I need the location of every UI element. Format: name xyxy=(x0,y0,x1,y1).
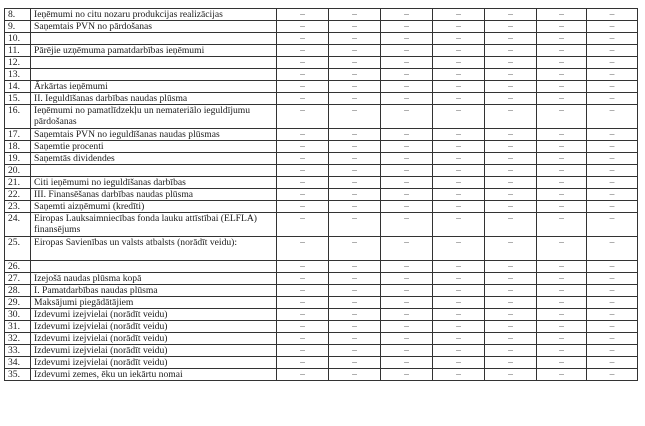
row-label: Maksājumi piegādātājiem xyxy=(31,297,277,309)
value-cell: – xyxy=(277,9,329,21)
value-cell: – xyxy=(277,165,329,177)
value-cell: – xyxy=(537,105,587,129)
value-cell: – xyxy=(433,237,485,261)
row-label xyxy=(31,57,277,69)
value-cell: – xyxy=(587,81,638,93)
value-cell: – xyxy=(587,333,638,345)
value-cell: – xyxy=(329,369,381,381)
value-cell: – xyxy=(277,45,329,57)
value-cell: – xyxy=(433,45,485,57)
row-number: 25. xyxy=(5,237,31,261)
value-cell: – xyxy=(329,45,381,57)
value-cell: – xyxy=(537,165,587,177)
table-row xyxy=(5,177,638,189)
value-cell: – xyxy=(485,189,537,201)
row-label xyxy=(31,33,277,45)
value-cell: – xyxy=(381,57,433,69)
row-number: 32. xyxy=(5,333,31,345)
value-cell: – xyxy=(381,21,433,33)
value-cell: – xyxy=(381,237,433,261)
value-cell: – xyxy=(587,21,638,33)
value-cell: – xyxy=(329,333,381,345)
value-cell: – xyxy=(587,321,638,333)
value-cell: – xyxy=(381,141,433,153)
value-cell: – xyxy=(485,129,537,141)
row-number: 30. xyxy=(5,309,31,321)
row-label: Eiropas Savienības un valsts atbalsts (norādīt veidu): xyxy=(31,237,277,261)
value-cell: – xyxy=(329,153,381,165)
value-cell: – xyxy=(485,201,537,213)
value-cell: – xyxy=(277,141,329,153)
value-cell: – xyxy=(329,309,381,321)
value-cell: – xyxy=(433,285,485,297)
value-cell: – xyxy=(587,273,638,285)
row-label: Ieņēmumi no pamatlīdzekļu un nemateriālo ieguldījumu pārdošanas xyxy=(31,105,277,129)
value-cell: – xyxy=(433,105,485,129)
value-cell: – xyxy=(329,273,381,285)
value-cell: – xyxy=(537,309,587,321)
row-label: Ārkārtas ieņēmumi xyxy=(31,81,277,93)
value-cell: – xyxy=(433,81,485,93)
value-cell: – xyxy=(537,261,587,273)
value-cell: – xyxy=(329,21,381,33)
value-cell: – xyxy=(277,21,329,33)
value-cell: – xyxy=(433,297,485,309)
row-label: Citi ieņēmumi no ieguldīšanas darbības xyxy=(31,177,277,189)
value-cell: – xyxy=(381,309,433,321)
value-cell: – xyxy=(433,129,485,141)
row-number: 33. xyxy=(5,345,31,357)
cash-flow-table xyxy=(4,8,638,381)
value-cell: – xyxy=(433,201,485,213)
value-cell: – xyxy=(537,333,587,345)
value-cell: – xyxy=(433,309,485,321)
value-cell: – xyxy=(329,201,381,213)
value-cell: – xyxy=(433,93,485,105)
value-cell: – xyxy=(381,213,433,237)
value-cell: – xyxy=(537,177,587,189)
value-cell: – xyxy=(329,33,381,45)
document-page xyxy=(4,8,638,381)
table-row xyxy=(5,93,638,105)
value-cell: – xyxy=(277,201,329,213)
value-cell: – xyxy=(329,189,381,201)
value-cell: – xyxy=(329,141,381,153)
value-cell: – xyxy=(329,81,381,93)
value-cell: – xyxy=(329,285,381,297)
value-cell: – xyxy=(537,153,587,165)
value-cell: – xyxy=(485,309,537,321)
value-cell: – xyxy=(537,57,587,69)
row-number: 10. xyxy=(5,33,31,45)
table-row xyxy=(5,333,638,345)
row-label: Ieņēmumi no citu nozaru produkcijas realizācijas xyxy=(31,9,277,21)
value-cell: – xyxy=(277,57,329,69)
value-cell: – xyxy=(433,153,485,165)
value-cell: – xyxy=(381,261,433,273)
value-cell: – xyxy=(277,273,329,285)
value-cell: – xyxy=(485,177,537,189)
value-cell: – xyxy=(381,9,433,21)
value-cell: – xyxy=(485,69,537,81)
value-cell: – xyxy=(485,369,537,381)
value-cell: – xyxy=(537,357,587,369)
value-cell: – xyxy=(277,69,329,81)
table-row xyxy=(5,153,638,165)
value-cell: – xyxy=(329,57,381,69)
value-cell: – xyxy=(587,141,638,153)
table-row xyxy=(5,357,638,369)
value-cell: – xyxy=(433,357,485,369)
table-row xyxy=(5,9,638,21)
row-label: Izdevumi zemes, ēku un iekārtu nomai xyxy=(31,369,277,381)
value-cell: – xyxy=(381,45,433,57)
row-label: Saņemti aizņēmumi (kredīti) xyxy=(31,201,277,213)
value-cell: – xyxy=(537,9,587,21)
row-number: 17. xyxy=(5,129,31,141)
row-number: 34. xyxy=(5,357,31,369)
table-row xyxy=(5,285,638,297)
value-cell: – xyxy=(277,81,329,93)
row-number: 20. xyxy=(5,165,31,177)
value-cell: – xyxy=(537,129,587,141)
row-number: 18. xyxy=(5,141,31,153)
row-number: 21. xyxy=(5,177,31,189)
row-label: Izdevumi izejvielai (norādīt veidu) xyxy=(31,309,277,321)
row-label: Izdevumi izejvielai (norādīt veidu) xyxy=(31,345,277,357)
value-cell: – xyxy=(381,297,433,309)
value-cell: – xyxy=(381,333,433,345)
value-cell: – xyxy=(537,141,587,153)
table-row xyxy=(5,81,638,93)
value-cell: – xyxy=(587,57,638,69)
table-row xyxy=(5,309,638,321)
value-cell: – xyxy=(329,9,381,21)
value-cell: – xyxy=(485,333,537,345)
value-cell: – xyxy=(381,177,433,189)
table-row xyxy=(5,45,638,57)
value-cell: – xyxy=(485,261,537,273)
value-cell: – xyxy=(277,189,329,201)
row-number: 15. xyxy=(5,93,31,105)
row-label: Izdevumi izejvielai (norādīt veidu) xyxy=(31,357,277,369)
value-cell: – xyxy=(485,237,537,261)
value-cell: – xyxy=(587,297,638,309)
value-cell: – xyxy=(485,45,537,57)
value-cell: – xyxy=(277,93,329,105)
row-label: II. Ieguldīšanas darbības naudas plūsma xyxy=(31,93,277,105)
table-row xyxy=(5,69,638,81)
value-cell: – xyxy=(537,297,587,309)
value-cell: – xyxy=(433,69,485,81)
value-cell: – xyxy=(277,285,329,297)
value-cell: – xyxy=(485,165,537,177)
value-cell: – xyxy=(587,105,638,129)
row-label xyxy=(31,165,277,177)
value-cell: – xyxy=(433,189,485,201)
value-cell: – xyxy=(329,129,381,141)
table-row xyxy=(5,297,638,309)
row-label: Saņemtais PVN no ieguldīšanas naudas plūsmas xyxy=(31,129,277,141)
value-cell: – xyxy=(381,165,433,177)
value-cell: – xyxy=(277,333,329,345)
row-label xyxy=(31,261,277,273)
table-row xyxy=(5,369,638,381)
value-cell: – xyxy=(277,357,329,369)
value-cell: – xyxy=(329,93,381,105)
table-row xyxy=(5,273,638,285)
table-body xyxy=(5,9,638,381)
value-cell: – xyxy=(587,357,638,369)
value-cell: – xyxy=(537,45,587,57)
value-cell: – xyxy=(587,177,638,189)
value-cell: – xyxy=(433,273,485,285)
value-cell: – xyxy=(433,369,485,381)
row-number: 23. xyxy=(5,201,31,213)
value-cell: – xyxy=(433,213,485,237)
value-cell: – xyxy=(587,369,638,381)
row-number: 29. xyxy=(5,297,31,309)
value-cell: – xyxy=(485,273,537,285)
value-cell: – xyxy=(587,93,638,105)
row-number: 11. xyxy=(5,45,31,57)
value-cell: – xyxy=(329,213,381,237)
table-row xyxy=(5,189,638,201)
value-cell: – xyxy=(587,237,638,261)
value-cell: – xyxy=(587,309,638,321)
value-cell: – xyxy=(433,345,485,357)
row-label: Pārējie uzņēmuma pamatdarbības ieņēmumi xyxy=(31,45,277,57)
value-cell: – xyxy=(277,321,329,333)
value-cell: – xyxy=(433,57,485,69)
value-cell: – xyxy=(485,21,537,33)
value-cell: – xyxy=(587,201,638,213)
row-number: 22. xyxy=(5,189,31,201)
value-cell: – xyxy=(537,21,587,33)
row-number: 26. xyxy=(5,261,31,273)
table-row xyxy=(5,201,638,213)
value-cell: – xyxy=(277,213,329,237)
row-number: 16. xyxy=(5,105,31,129)
value-cell: – xyxy=(433,33,485,45)
value-cell: – xyxy=(381,345,433,357)
value-cell: – xyxy=(587,213,638,237)
value-cell: – xyxy=(485,81,537,93)
value-cell: – xyxy=(329,297,381,309)
value-cell: – xyxy=(277,309,329,321)
value-cell: – xyxy=(537,285,587,297)
value-cell: – xyxy=(587,129,638,141)
value-cell: – xyxy=(485,357,537,369)
value-cell: – xyxy=(277,129,329,141)
value-cell: – xyxy=(537,273,587,285)
value-cell: – xyxy=(485,33,537,45)
value-cell: – xyxy=(537,321,587,333)
value-cell: – xyxy=(329,261,381,273)
value-cell: – xyxy=(433,141,485,153)
value-cell: – xyxy=(381,201,433,213)
value-cell: – xyxy=(433,21,485,33)
table-row xyxy=(5,21,638,33)
value-cell: – xyxy=(587,45,638,57)
value-cell: – xyxy=(381,81,433,93)
value-cell: – xyxy=(277,33,329,45)
value-cell: – xyxy=(381,129,433,141)
value-cell: – xyxy=(329,177,381,189)
row-label: Izejošā naudas plūsma kopā xyxy=(31,273,277,285)
value-cell: – xyxy=(485,297,537,309)
value-cell: – xyxy=(587,261,638,273)
row-number: 12. xyxy=(5,57,31,69)
row-number: 35. xyxy=(5,369,31,381)
value-cell: – xyxy=(381,69,433,81)
row-label: Eiropas Lauksaimniecības fonda lauku attīstībai (ELFLA) finansējums xyxy=(31,213,277,237)
value-cell: – xyxy=(277,261,329,273)
value-cell: – xyxy=(277,237,329,261)
value-cell: – xyxy=(381,273,433,285)
value-cell: – xyxy=(587,69,638,81)
value-cell: – xyxy=(587,285,638,297)
value-cell: – xyxy=(329,237,381,261)
value-cell: – xyxy=(485,213,537,237)
value-cell: – xyxy=(381,153,433,165)
value-cell: – xyxy=(277,345,329,357)
value-cell: – xyxy=(485,285,537,297)
row-label: III. Finansēšanas darbības naudas plūsma xyxy=(31,189,277,201)
row-label: Saņemtās dividendes xyxy=(31,153,277,165)
row-label: I. Pamatdarbības naudas plūsma xyxy=(31,285,277,297)
value-cell: – xyxy=(277,369,329,381)
row-number: 28. xyxy=(5,285,31,297)
value-cell: – xyxy=(485,105,537,129)
value-cell: – xyxy=(587,165,638,177)
value-cell: – xyxy=(537,237,587,261)
value-cell: – xyxy=(329,69,381,81)
value-cell: – xyxy=(485,321,537,333)
value-cell: – xyxy=(433,333,485,345)
value-cell: – xyxy=(381,105,433,129)
value-cell: – xyxy=(381,285,433,297)
value-cell: – xyxy=(381,189,433,201)
value-cell: – xyxy=(277,177,329,189)
value-cell: – xyxy=(485,153,537,165)
table-row xyxy=(5,321,638,333)
value-cell: – xyxy=(537,81,587,93)
value-cell: – xyxy=(587,33,638,45)
value-cell: – xyxy=(587,345,638,357)
table-row xyxy=(5,165,638,177)
value-cell: – xyxy=(587,9,638,21)
value-cell: – xyxy=(277,297,329,309)
value-cell: – xyxy=(537,345,587,357)
row-label: Izdevumi izejvielai (norādīt veidu) xyxy=(31,333,277,345)
value-cell: – xyxy=(329,357,381,369)
value-cell: – xyxy=(485,9,537,21)
value-cell: – xyxy=(433,9,485,21)
value-cell: – xyxy=(485,93,537,105)
row-number: 13. xyxy=(5,69,31,81)
table-row xyxy=(5,57,638,69)
table-row xyxy=(5,237,638,261)
table-row xyxy=(5,213,638,237)
value-cell: – xyxy=(433,165,485,177)
value-cell: – xyxy=(433,261,485,273)
value-cell: – xyxy=(485,141,537,153)
value-cell: – xyxy=(329,345,381,357)
value-cell: – xyxy=(381,321,433,333)
row-number: 19. xyxy=(5,153,31,165)
row-number: 27. xyxy=(5,273,31,285)
value-cell: – xyxy=(329,321,381,333)
value-cell: – xyxy=(485,57,537,69)
value-cell: – xyxy=(485,345,537,357)
table-row xyxy=(5,33,638,45)
value-cell: – xyxy=(381,93,433,105)
value-cell: – xyxy=(381,369,433,381)
row-label xyxy=(31,69,277,81)
value-cell: – xyxy=(537,369,587,381)
table-row xyxy=(5,261,638,273)
value-cell: – xyxy=(329,165,381,177)
value-cell: – xyxy=(587,153,638,165)
value-cell: – xyxy=(537,201,587,213)
value-cell: – xyxy=(587,189,638,201)
row-number: 24. xyxy=(5,213,31,237)
value-cell: – xyxy=(537,69,587,81)
row-number: 8. xyxy=(5,9,31,21)
table-row xyxy=(5,345,638,357)
value-cell: – xyxy=(537,93,587,105)
value-cell: – xyxy=(537,213,587,237)
value-cell: – xyxy=(381,33,433,45)
value-cell: – xyxy=(381,357,433,369)
row-number: 14. xyxy=(5,81,31,93)
value-cell: – xyxy=(537,189,587,201)
row-label: Izdevumi izejvielai (norādīt veidu) xyxy=(31,321,277,333)
value-cell: – xyxy=(433,177,485,189)
value-cell: – xyxy=(433,321,485,333)
row-number: 31. xyxy=(5,321,31,333)
row-number: 9. xyxy=(5,21,31,33)
table-row xyxy=(5,105,638,129)
row-label: Saņemtais PVN no pārdošanas xyxy=(31,21,277,33)
value-cell: – xyxy=(277,105,329,129)
table-row xyxy=(5,141,638,153)
value-cell: – xyxy=(277,153,329,165)
value-cell: – xyxy=(537,33,587,45)
value-cell: – xyxy=(329,105,381,129)
table-row xyxy=(5,129,638,141)
row-label: Saņemtie procenti xyxy=(31,141,277,153)
